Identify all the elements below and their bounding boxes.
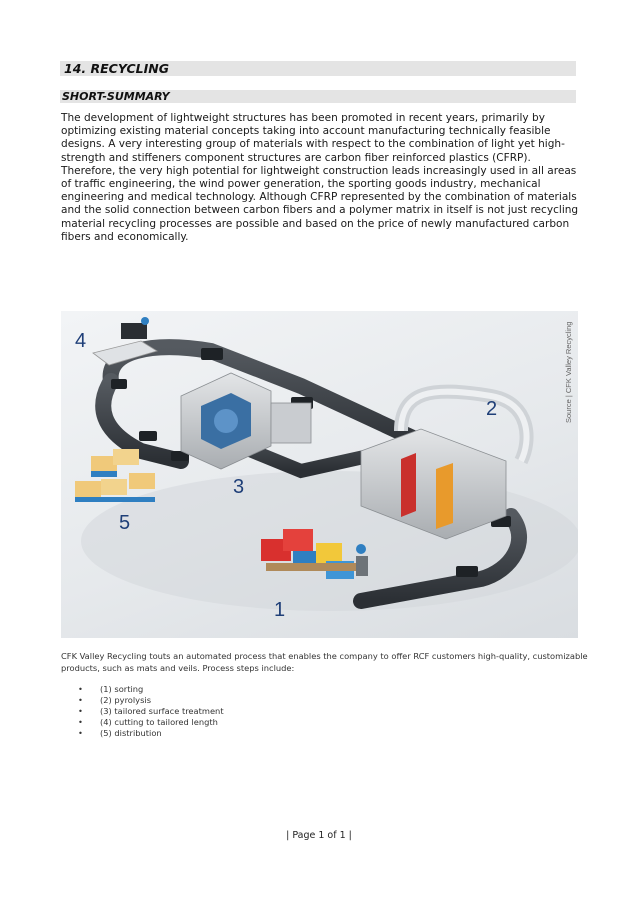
step-number-3: 3: [233, 476, 245, 498]
list-item: • (3) tailored surface treatment: [78, 706, 224, 717]
step-number-1: 1: [274, 599, 286, 621]
process-steps-list: [78, 684, 224, 739]
step-number-5: 5: [119, 512, 131, 534]
section-title: RECYCLING: [90, 61, 169, 76]
subsection-heading: SHORT-SUMMARY: [60, 90, 576, 103]
section-heading: [60, 61, 576, 76]
process-diagram: [61, 311, 578, 638]
source-label: Source | CFK Valley Recycling: [564, 321, 573, 423]
section-number: 14.: [64, 61, 87, 76]
list-item: • (4) cutting to tailored length: [78, 717, 224, 728]
list-item: • (5) distribution: [78, 728, 224, 739]
step-number-2: 2: [486, 398, 498, 420]
page-footer: | Page 1 of 1 |: [286, 830, 352, 841]
figure-caption: CFK Valley Recycling touts an automated process that enables the company to offer RCF customers high-quality, customizable products, such as mats and veils. Process steps include:: [61, 651, 588, 673]
list-item: • (2) pyrolysis: [78, 695, 224, 706]
list-item: • (1) sorting: [78, 684, 224, 695]
step-number-4: 4: [75, 330, 87, 352]
summary-paragraph: The development of lightweight structures has been promoted in recent years, primarily by optimizing existing material concepts taking into account manufacturing technically feasible designs. A very interesting group of materials with respect to the combination of light yet high-strength and stiffeners component structures are carbon fiber reinforced plastics (CFRP). Therefore, the very high potential for lightweight construction leads increasingly used in all areas of traffic engineering, the wind power generation, the sporting goods industry, mechanical engineering and medical technology. Although CFRP represented by the combination of materials and the solid connection between carbon fibers and a polymer matrix in itself is not just recycling material recycling processes are possible and based on the price of newly manufactured carbon fibers and economically.: [61, 112, 579, 243]
recycling-process-illustration: [61, 311, 578, 638]
